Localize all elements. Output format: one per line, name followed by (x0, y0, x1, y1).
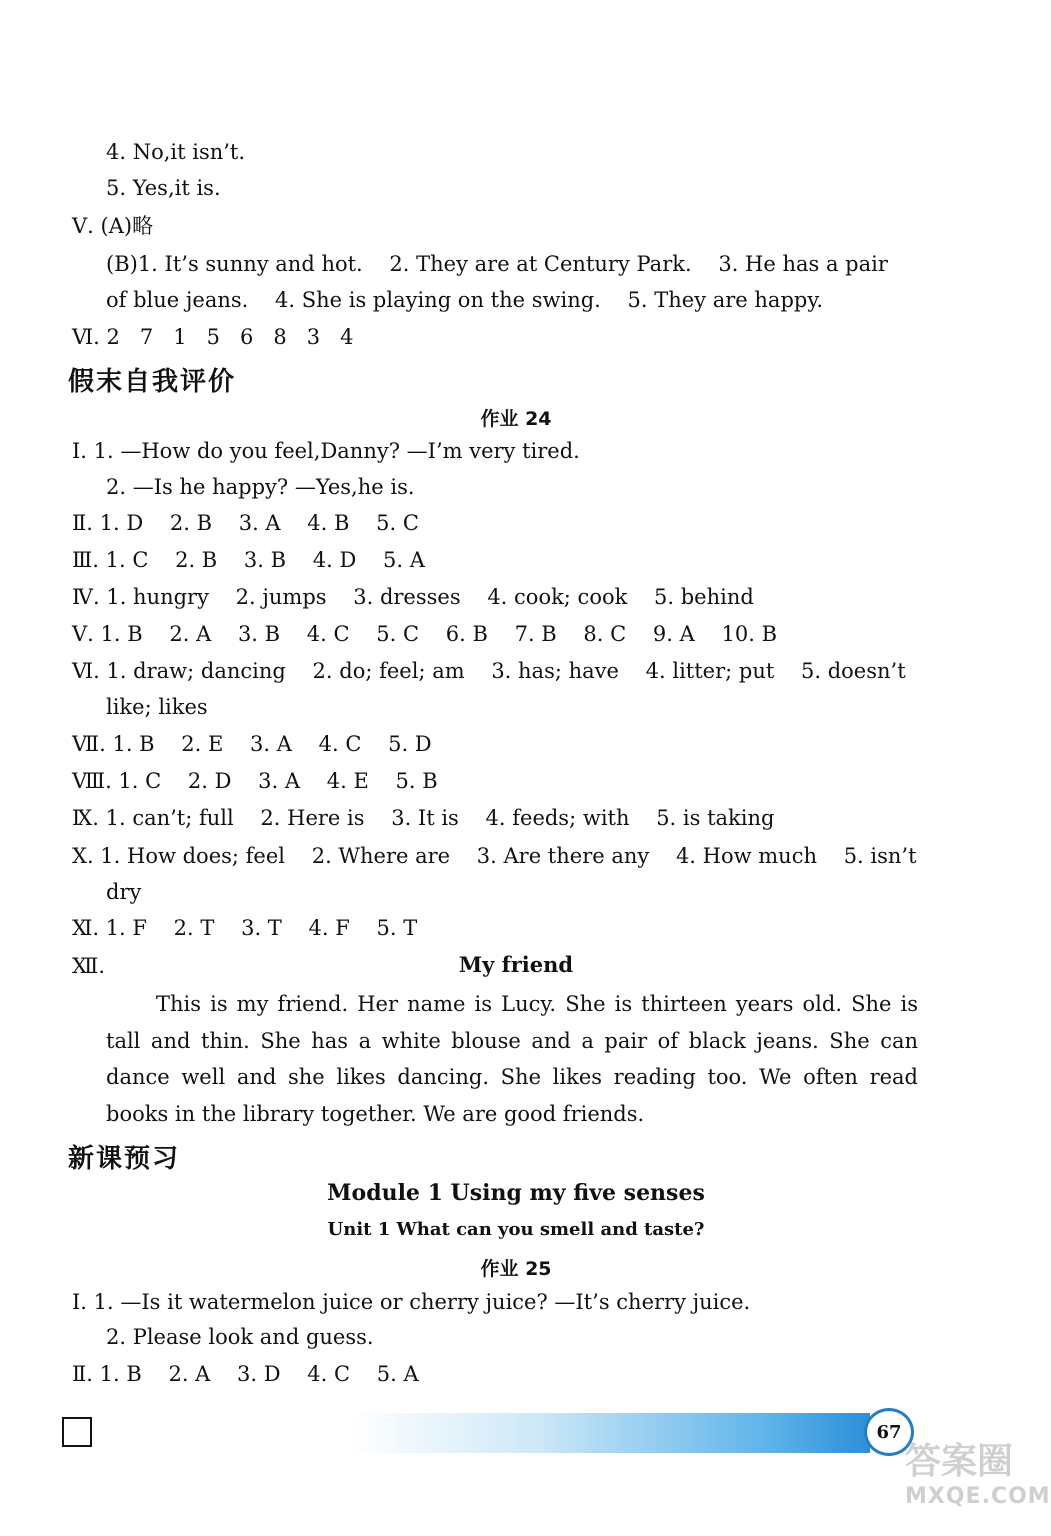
essay-title: My friend (458, 952, 574, 977)
answer-line: (B)1. It’s sunny and hot. 2. They are at Century Park. 3. He has a pair (106, 252, 888, 276)
checkbox-square[interactable] (62, 1417, 92, 1447)
answer-line: Ⅰ. 1. —How do you feel,Danny? —I’m very tired. (72, 439, 580, 463)
answer-line: Ⅷ. 1. C 2. D 3. A 4. E 5. B (72, 769, 438, 793)
answer-line: Ⅲ. 1. C 2. B 3. B 4. D 5. A (72, 548, 425, 572)
answer-line: Ⅱ. 1. D 2. B 3. A 4. B 5. C (72, 511, 419, 535)
homework-title: 作业 24 (480, 408, 552, 430)
answer-line: Ⅵ. 2 7 1 5 6 8 3 4 (72, 325, 354, 349)
section-heading: 新课预习 (68, 1144, 181, 1174)
answer-line: of blue jeans. 4. She is playing on the swing. 5. They are happy. (106, 288, 824, 312)
answer-line: Ⅳ. 1. hungry 2. jumps 3. dresses 4. cook; cook 5. behind (72, 585, 754, 609)
answer-line: Ⅴ. 1. B 2. A 3. B 4. C 5. C 6. B 7. B 8. C 9. A 10. B (72, 622, 777, 646)
answer-line: Ⅱ. 1. B 2. A 3. D 4. C 5. A (72, 1362, 419, 1386)
answer-line: 4. No,it isn’t. (106, 140, 246, 164)
footer-gradient-bar (350, 1413, 870, 1453)
page-number: 67 (864, 1408, 914, 1456)
watermark-url: MXQE.COM (905, 1484, 1051, 1509)
answer-line: Ⅸ. 1. can’t; full 2. Here is 3. It is 4. feeds; with 5. is taking (72, 806, 775, 830)
module-title: Module 1 Using my five senses (327, 1180, 705, 1206)
answer-line: Ⅻ. (72, 954, 105, 978)
watermark-text: 答案圈 (905, 1441, 1014, 1482)
answer-line: Ⅴ. (A)略 (72, 214, 154, 238)
answer-line: Ⅰ. 1. —Is it watermelon juice or cherry juice? —It’s cherry juice. (72, 1290, 751, 1314)
essay-paragraph: This is my friend. Her name is Lucy. She is thirteen years old. She is tall and thin. She has a white blouse and a pair of black jeans. She can dance well and she likes dancing. She likes reading too. We often read books in the library together. We are good friends. (106, 992, 918, 1126)
answer-line: Ⅹ. 1. How does; feel 2. Where are 3. Are there any 4. How much 5. isn’t (72, 844, 917, 868)
answer-line: Ⅺ. 1. F 2. T 3. T 4. F 5. T (72, 916, 418, 940)
watermark-logo (905, 1440, 1051, 1530)
answer-line: 5. Yes,it is. (106, 176, 221, 200)
answer-line: Ⅶ. 1. B 2. E 3. A 4. C 5. D (72, 732, 432, 756)
answer-line: Ⅵ. 1. draw; dancing 2. do; feel; am 3. has; have 4. litter; put 5. doesn’t (72, 659, 906, 683)
answer-line: 2. —Is he happy? —Yes,he is. (106, 475, 415, 499)
unit-title: Unit 1 What can you smell and taste? (327, 1219, 705, 1240)
answer-line: dry (106, 880, 142, 904)
answer-line: like; likes (106, 695, 208, 719)
answer-line: 2. Please look and guess. (106, 1325, 374, 1349)
homework-title: 作业 25 (480, 1258, 552, 1280)
section-heading: 假末自我评价 (68, 367, 237, 397)
